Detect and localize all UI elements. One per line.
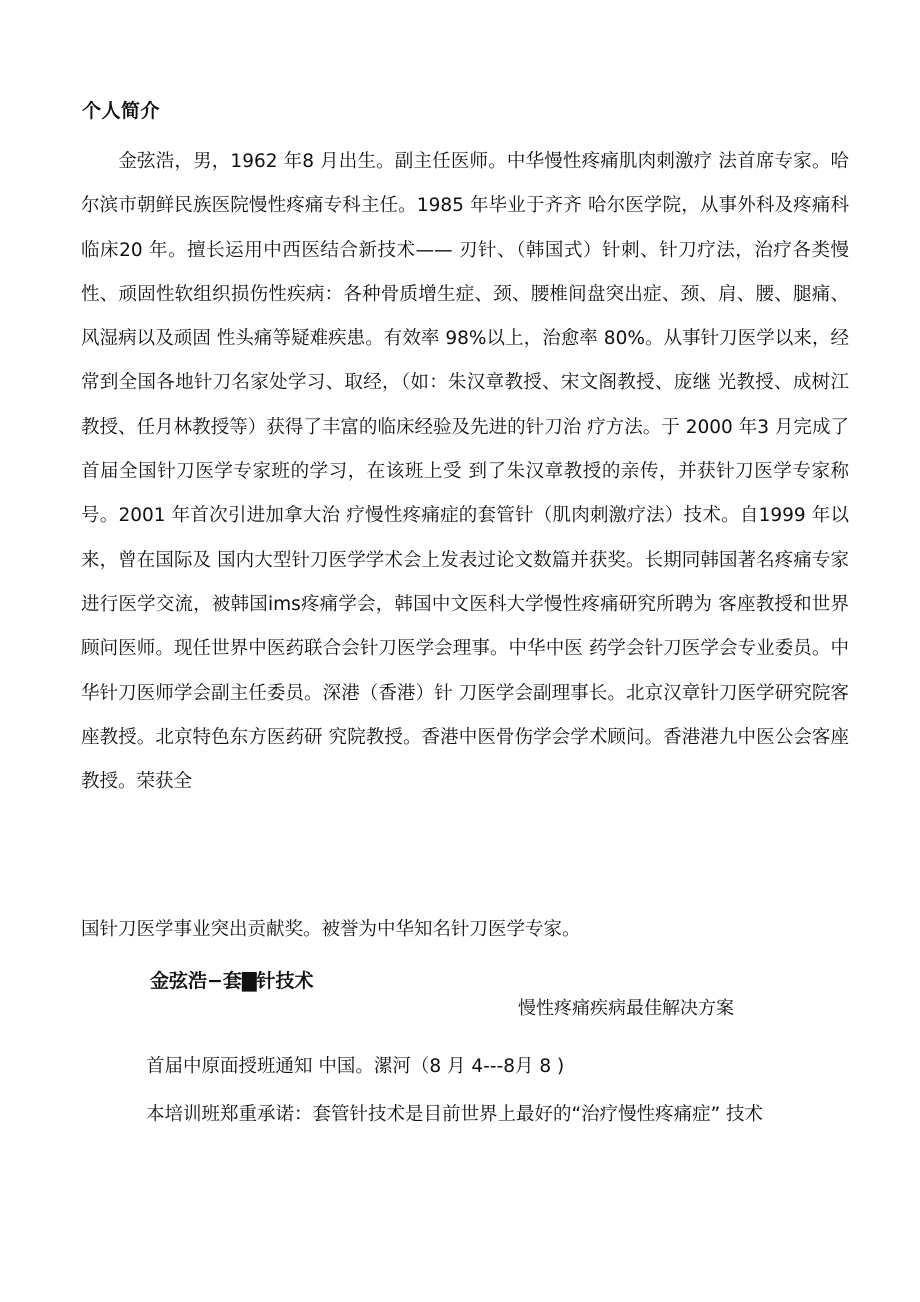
training-notice: 首届中原面授班通知 中国。漯河（8 月 4---8月 8 ): [146, 1056, 565, 1077]
biography-closing-line: 国针刀医学事业突出贡献奖。被誉为中华知名针刀医学专家。: [81, 919, 581, 940]
biography-paragraph: 金弦浩，男，1962 年8 月出生。副主任医师。中华慢性疼痛肌肉刺激疗 法首席专家。哈尔滨市朝鲜民族医院慢性疼痛专科主任。1985 年毕业于齐齐 哈尔医学院，从事外科及疼痛科临床20 年。擅长运用中西医结合新技术—— 刃针、（韩国式）针刺、针刀疗法，治疗各类慢性、顽固性软组织损伤性疾病：各种骨质增生症、颈、腰椎间盘突出症、颈、肩、腰、腿痛、风湿病以及顽固 性头痛等疑难疾患。有效率 98%以上，治愈率 80%。从事针刀医学以来，经 常到全国各地针刀名家处学习、取经，（如：朱汉章教授、宋文阁教授、庞继 光教授、成树江教授、任月林教授等）获得了丰富的临床经验及先进的针刀治 疗方法。于 2000 年3 月完成了首届全国针刀医学专家班的学习，在该班上受 到了朱汉章教授的亲传，并获针刀医学专家称号。2001 年首次引进加拿大治 疗慢性疼痛症的套管针（肌肉刺激疗法）技术。自1999 年以来，曾在国际及 国内大型针刀医学学术会上发表过论文数篇并获奖。长期同韩国著名疼痛专家 进行医学交流，被韩国ims疼痛学会，韩国中文医科大学慢性疼痛研究所聘为 客座教授和世界顾问医师。现任世界中医药联合会针刀医学会理事。中华中医 药学会针刀医学会专业委员。中华针刀医师学会副主任委员。深港（香港）针 刀医学会副理事长。北京汉章针刀医学研究院客座教授。北京特色东方医药研 究院教授。香港中医骨伤学会学术顾问。香港港九中医公会客座教授。荣获全: [81, 151, 849, 793]
page-title: 个人简介: [82, 100, 161, 122]
training-promise: 本培训班郑重承诺：套管针技术是目前世界上最好的“治疗慢性疼痛症” 技术: [146, 1104, 764, 1125]
section-subtitle: 慢性疼痛疾病最佳解决方案: [518, 998, 734, 1019]
section-title: 金弦浩−套▇针技术: [150, 970, 314, 992]
